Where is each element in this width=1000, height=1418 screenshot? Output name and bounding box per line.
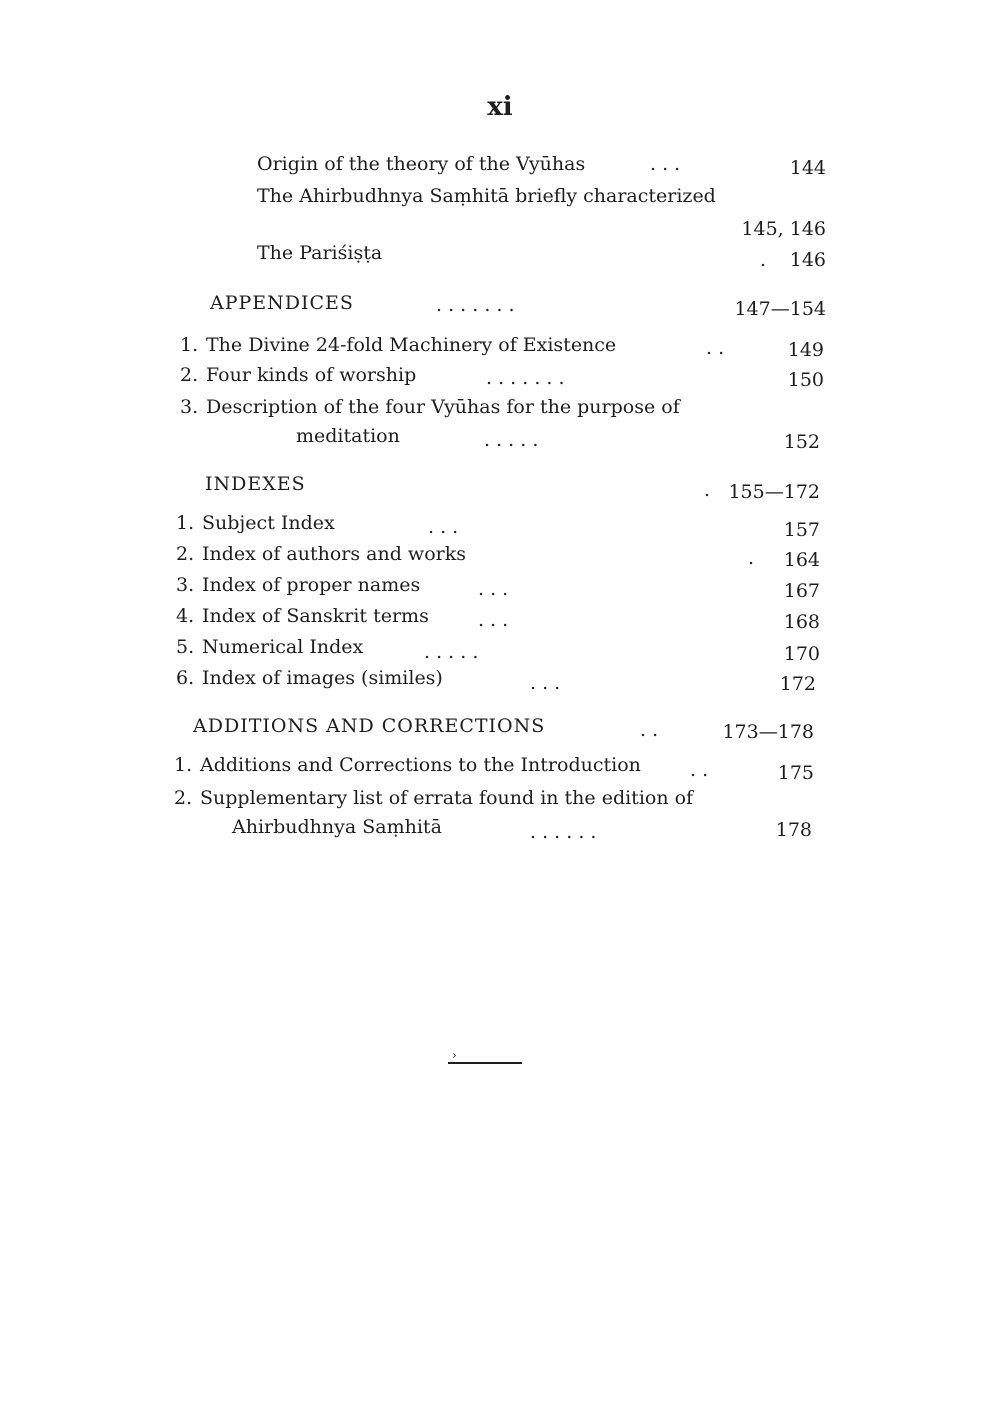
leader-dots: . . . . . .: [530, 821, 597, 843]
list-item: [176, 604, 429, 628]
leader-dots: . .: [706, 337, 725, 359]
item-page: 149: [787, 339, 824, 361]
toc-entry-page: 146: [789, 249, 826, 271]
item-title: Numerical Index: [202, 636, 364, 658]
item-number: 1.: [174, 754, 193, 776]
item-title: Subject Index: [202, 512, 335, 534]
item-title: Description of the four Vyūhas for the purpose of: [206, 396, 680, 418]
item-page: 178: [775, 819, 812, 841]
ornament-mark: ›: [452, 1048, 457, 1062]
item-page: 172: [779, 673, 816, 695]
list-item: [180, 333, 616, 357]
section-page-range: 155—172: [728, 481, 820, 503]
item-page: 150: [787, 369, 824, 391]
item-title: Four kinds of worship: [206, 364, 417, 386]
list-item: [180, 363, 416, 387]
section-page-range: 173—178: [722, 721, 814, 743]
item-title: Supplementary list of errata found in the edition of: [200, 787, 694, 809]
toc-entry-title: The Ahirbudhnya Saṃhitā briefly characterized: [257, 185, 716, 207]
item-title: Index of authors and works: [202, 543, 466, 565]
toc-entry-page: 144: [789, 157, 826, 179]
item-number: 3.: [176, 574, 195, 596]
item-number: 5.: [176, 636, 195, 658]
section-heading-additions: ADDITIONS AND CORRECTIONS: [193, 715, 546, 737]
leader-dots: . . .: [478, 609, 509, 631]
list-item: [176, 542, 466, 566]
item-number: 2.: [176, 543, 195, 565]
item-page: 175: [777, 762, 814, 784]
item-page: 152: [783, 431, 820, 453]
toc-entry-title: Origin of the theory of the Vyūhas: [257, 153, 586, 175]
section-heading-appendices: APPENDICES: [210, 292, 354, 314]
leader-dots: . . . . . . .: [486, 367, 565, 389]
item-number: 6.: [176, 667, 195, 689]
item-title: Index of proper names: [202, 574, 421, 596]
item-number: 3.: [180, 396, 199, 418]
leader-dots: . .: [690, 759, 709, 781]
list-item: [176, 511, 335, 535]
item-title: Additions and Corrections to the Introduction: [200, 754, 641, 776]
item-title-continuation: meditation: [296, 425, 400, 447]
item-number: 4.: [176, 605, 195, 627]
list-item: [176, 635, 363, 659]
leader-dots: . . .: [530, 672, 561, 694]
toc-entry-title: The Pariśiṣṭa: [257, 242, 383, 264]
item-number: 2.: [174, 787, 193, 809]
leader-dots: . . . . .: [484, 429, 539, 451]
leader-dots: . . .: [428, 516, 459, 538]
leader-dots: . . .: [650, 153, 681, 175]
list-item: [180, 395, 680, 419]
item-page: 168: [783, 611, 820, 633]
item-number: 1.: [180, 334, 199, 356]
leader-dots: .: [748, 547, 755, 569]
toc-entry-page: 145, 146: [741, 218, 826, 240]
section-heading-indexes: INDEXES: [205, 473, 306, 495]
list-item: [176, 666, 443, 690]
end-rule: [448, 1062, 522, 1064]
item-number: 2.: [180, 364, 199, 386]
item-page: 157: [783, 519, 820, 541]
leader-dots: . . . . .: [424, 641, 479, 663]
leader-dots: . . .: [478, 578, 509, 600]
list-item: [174, 753, 641, 777]
page-number: xi: [487, 92, 513, 122]
leader-dots: . . . . . . .: [436, 294, 515, 316]
item-title-continuation: Ahirbudhnya Saṃhitā: [232, 816, 442, 838]
leader-dots: .: [760, 249, 767, 271]
list-item: [174, 786, 693, 810]
item-page: 167: [783, 580, 820, 602]
item-page: 170: [783, 643, 820, 665]
leader-dots: .: [704, 479, 711, 501]
item-title: The Divine 24-fold Machinery of Existence: [206, 334, 617, 356]
list-item: [176, 573, 420, 597]
item-title: Index of images (similes): [202, 667, 443, 689]
item-number: 1.: [176, 512, 195, 534]
item-page: 164: [783, 549, 820, 571]
leader-dots: . .: [640, 719, 659, 741]
section-page-range: 147—154: [734, 298, 826, 320]
item-title: Index of Sanskrit terms: [202, 605, 429, 627]
